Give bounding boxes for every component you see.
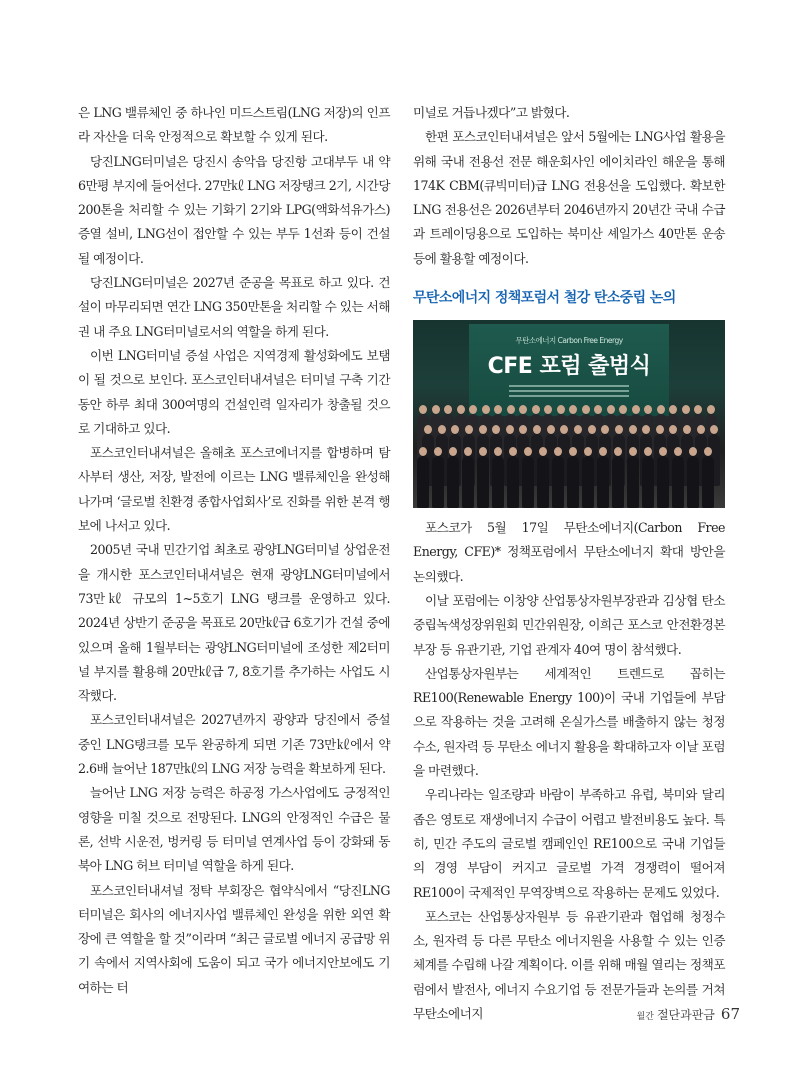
attendee-figure <box>627 456 639 508</box>
attendee-figure <box>642 456 654 508</box>
paragraph: 미널로 거듭나겠다”고 밝혔다. <box>413 105 570 120</box>
paragraph: 산업통상자원부는 세계적인 트렌드로 꼽히는 RE100(Renewable Energy 100)이 국내 기업들에 부담으로 작용하는 것을 고려해 온실가스를 배출하지 않는 청정수소, 원자력 등 무탄소 에너지 활용을 확대하고자 이날 포럼을 마련했다. <box>413 665 725 779</box>
attendee-figure <box>417 456 429 508</box>
paragraph: 당진LNG터미널은 당진시 송악읍 당진항 고대부두 내 약 6만평 부지에 들어선다. 27만㎘ LNG 저장탱크 2기, 시간당 200톤을 처리할 수 있는 기화기 2기와 LPG(액화석유가스) 증열 설비, LNG선이 접안할 수 있는 부두 1선좌 등이 건설될 예정이다. <box>78 153 390 266</box>
forum-photo <box>413 320 725 508</box>
paragraph: 당진LNG터미널은 2027년 준공을 목표로 하고 있다. 건설이 마무리되면 연간 LNG 350만톤을 처리할 수 있는 서해권 내 주요 LNG터미널로서의 역할을 하게 된다. <box>78 275 390 339</box>
banner-title: CFE 포럼 출범식 <box>487 354 651 380</box>
attendee-figure <box>432 456 444 508</box>
attendee-figure <box>507 456 519 508</box>
magazine-prefix: 월간 <box>636 1012 654 1022</box>
page-footer <box>0 1004 740 1023</box>
attendee-figure <box>537 456 549 508</box>
section-heading: 무탄소에너지 정책포럼서 철강 탄소중립 논의 <box>413 290 676 307</box>
paragraph: 이날 포럼에는 이창양 산업통상자원부장관과 김상협 탄소중립녹색성장위원회 민간위원장, 이희근 포스코 안전환경본부장 등 유관기관, 기업 관계자 40여 명이 참석했다. <box>413 592 725 657</box>
attendee-figure <box>657 456 669 508</box>
attendee-figure <box>687 456 699 508</box>
paragraph: 포스코인터내셔널 정탁 부회장은 협약식에서 “당진LNG터미널은 회사의 에너지사업 밸류체인 완성을 위한 외연 확장에 큰 역할을 할 것”이라며 “최근 글로벌 에너지 공급망 위기 속에서 지역사회에 도움이 되고 국가 에너지안보에도 기여하는 터 <box>78 882 390 995</box>
paragraph: 포스코는 산업통상자원부 등 유관기관과 협업해 청정수소, 원자력 등 다른 무탄소 에너지원을 사용할 수 있는 인증체계를 수립해 나갈 계획이다. 이를 위해 매월 열리는 정책포럼에서 발전사, 에너지 수요기업 등 전문가들과 논의를 거쳐 무탄소에너지 <box>413 908 725 1022</box>
attendee-figure <box>567 456 579 508</box>
attendees-group <box>413 400 725 508</box>
paragraph: 2005년 국내 민간기업 최초로 광양LNG터미널 상업운전을 개시한 포스코인터내셔널은 현재 광양LNG터미널에서 73만㎘ 규모의 1~5호기 LNG 탱크를 운영하고 있다. 2024년 상반기 준공을 목표로 20만㎘급 6호기가 건설 중에 있으며 올해 1월부터는 광양LNG터미널에 조성한 제2터미널 부지를 활용해 20만㎘급 7, 8호기를 추가하는 사업도 시작했다. <box>78 542 390 704</box>
attendee-figure <box>672 456 684 508</box>
paragraph: 포스코가 5월 17일 무탄소에너지(Carbon Free Energy, CFE)* 정책포럼에서 무탄소에너지 확대 방안을 논의했다. <box>413 520 725 584</box>
banner-subtitle: 무탄소에너지 Carbon Free Energy <box>515 336 623 346</box>
right-column <box>413 101 725 1026</box>
attendee-figure <box>477 456 489 508</box>
attendee-figure <box>582 456 594 508</box>
paragraph: 이번 LNG터미널 증설 사업은 지역경제 활성화에도 보탬이 될 것으로 보인다. 포스코인터내셔널은 터미널 구축 기간 동안 하루 최대 300여명의 건설인력 일자리가 창출될 것으로 기대하고 있다. <box>78 347 390 436</box>
magazine-name: 절단과판금 <box>656 1008 715 1022</box>
paragraph: 포스코인터내셔널은 2027년까지 광양과 당진에서 증설 중인 LNG탱크를 모두 완공하게 되면 기존 73만㎘에서 약 2.6배 늘어난 187만㎘의 LNG 저장 능력을 확보하게 된다. <box>78 712 390 777</box>
attendee-figure <box>612 456 624 508</box>
paragraph: 늘어난 LNG 저장 능력은 하공정 가스사업에도 긍정적인 영향을 미칠 것으로 전망된다. LNG의 안정적인 수급은 물론, 선박 시운전, 벙커링 등 터미널 연계사업 등이 강화돼 동북아 LNG 허브 터미널 역할을 하게 된다. <box>78 785 390 874</box>
page-number: 67 <box>720 1005 740 1023</box>
paragraph: 우리나라는 일조량과 바람이 부족하고 유럽, 북미와 달리 좁은 영토로 재생에너지 수급이 어렵고 발전비용도 높다. 특히, 민간 주도의 글로벌 캠페인인 RE100으로 국내 기업들의 경영 부담이 커지고 글로벌 가격 경쟁력이 떨어져 RE100이 국제적인 무역장벽으로 작용하는 문제도 있었다. <box>413 787 725 900</box>
paragraph: 은 LNG 밸류체인 중 하나인 미드스트림(LNG 저장)의 인프라 자산을 더욱 안정적으로 확보할 수 있게 된다. <box>78 105 390 145</box>
banner-details <box>509 385 629 397</box>
attendee-figure <box>462 456 474 508</box>
attendee-figure <box>492 456 504 508</box>
attendee-figure <box>522 456 534 508</box>
attendee-figure <box>702 456 714 508</box>
paragraph: 한편 포스코인터내셔널은 앞서 5월에는 LNG사업 활용을 위해 국내 전용선 전문 해운회사인 에이치라인 해운을 통해 174K CBM(큐빅미터)급 LNG 전용선을 도입했다. 확보한 LNG 전용선은 2026년부터 2046년까지 20년간 국내 수급과 트레이딩용으로 도입하는 북미산 셰일가스 40만톤 운송 등에 활용할 예정이다. <box>413 129 725 266</box>
paragraph: 포스코인터내셔널은 올해초 포스코에너지를 합병하며 탐사부터 생산, 저장, 발전에 이르는 LNG 밸류체인을 완성해 나가며 ‘글로벌 친환경 종합사업회사’로 진화를 위한 본격 행보에 나서고 있다. <box>78 445 390 534</box>
attendee-figure <box>552 456 564 508</box>
left-column <box>78 101 390 1000</box>
attendee-figure <box>447 456 459 508</box>
attendee-figure <box>597 456 609 508</box>
